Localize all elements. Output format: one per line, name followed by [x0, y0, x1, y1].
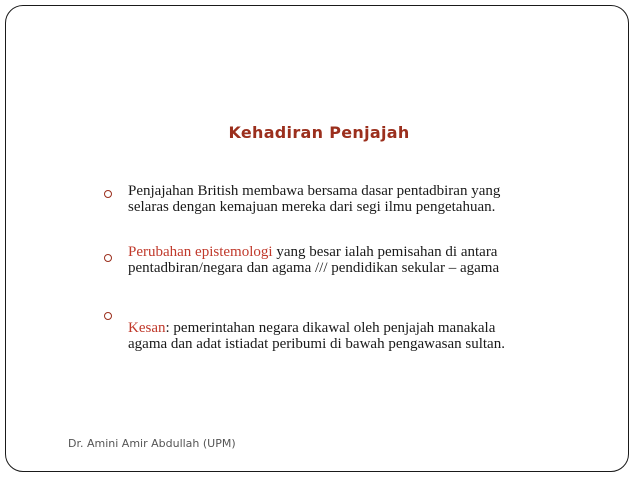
- footer-author: Dr. Amini Amir Abdullah (UPM): [68, 437, 236, 450]
- slide-frame: [5, 5, 629, 472]
- bullet-dot-icon: [104, 312, 112, 320]
- bullet-body: : pemerintahan negara dikawal oleh penjajah manakala agama dan adat istiadat peribumi di bawah pengawasan sultan.: [128, 320, 505, 352]
- bullet-body: yang besar ialah pemisahan di antara pentadbiran/negara dan agama /// pendidikan sekular – agama: [128, 244, 500, 276]
- bullet-text: [128, 183, 528, 215]
- slide-title: Kehadiran Penjajah: [228, 123, 410, 142]
- bullet-dot-icon: [104, 190, 112, 198]
- bullet-text: [128, 320, 528, 352]
- bullet-highlight: Perubahan epistemologi: [128, 244, 273, 260]
- bullet-highlight: Kesan: [128, 320, 166, 336]
- bullet-body: Penjajahan British membawa bersama dasar pentadbiran yang selaras dengan kemajuan mereka dari segi ilmu pengetahuan.: [128, 183, 501, 215]
- bullet-dot-icon: [104, 254, 112, 262]
- bullet-text: [128, 244, 528, 276]
